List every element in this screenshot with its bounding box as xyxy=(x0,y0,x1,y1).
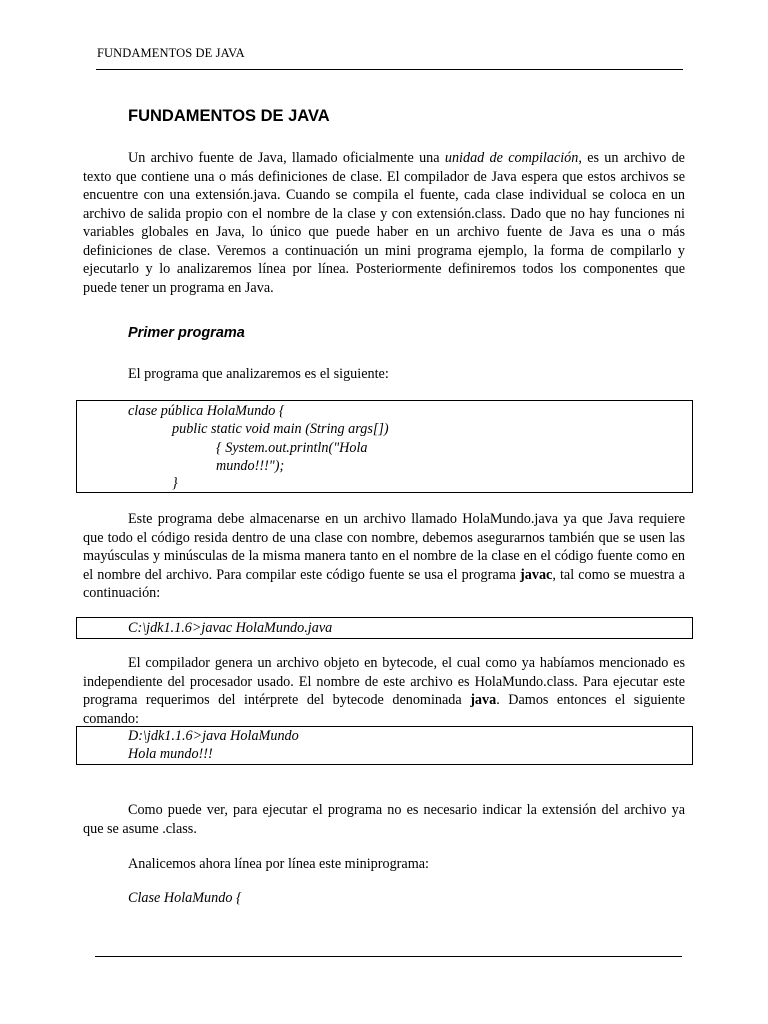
compiler-text-end: . Damos entonces el siguiente comando: xyxy=(83,692,685,727)
code-line: { System.out.println("Hola xyxy=(216,440,368,456)
code-block-compile xyxy=(76,617,693,639)
code-line: } xyxy=(172,475,178,491)
intro-text-end: , es un archivo de texto que contiene una o más definiciones de clase. El compilador de Java espera que estos archivos se encuentre con una extensión.java. Cuando se compila el fuente, cada clase individual se coloca en un archivo de salida propio con el nombre de la clase y con extensión.class. Dado que no hay funciones ni variables globales en Java, lo único que puede haber en un archivo fuente de Java es una o más definiciones de clase. Veremos a continuación un mini programa ejemplo, la forma de compilarlo y ejecutarlo y lo analizaremos línea por línea. Posteriormente definiremos todos los componentes que puede tener un programa en Java. xyxy=(83,150,685,296)
storage-text-end: , tal como se muestra a continuación: xyxy=(83,566,685,601)
code-line: clase pública HolaMundo { xyxy=(128,403,285,419)
extension-paragraph xyxy=(83,801,685,838)
storage-paragraph xyxy=(83,510,685,603)
intro-emphasis: unidad de compilación xyxy=(444,150,579,166)
code-line: public static void main (String args[]) xyxy=(172,421,389,437)
code-line: D:\jdk1.1.6>java HolaMundo xyxy=(128,728,299,744)
program-intro: El programa que analizaremos es el siguiente: xyxy=(128,366,389,382)
code-line: Hola mundo!!! xyxy=(128,746,213,762)
compiler-paragraph xyxy=(83,654,685,728)
code-line: mundo!!!"); xyxy=(216,458,285,474)
page-title: FUNDAMENTOS DE JAVA xyxy=(128,107,330,125)
extension-text: Como puede ver, para ejecutar el programa no es necesario indicar la extensión del archivo ya que se asume .class. xyxy=(83,802,685,837)
code-block-program xyxy=(76,400,693,493)
footer-rule xyxy=(95,956,682,957)
analysis-intro: Analicemos ahora línea por línea este miniprograma: xyxy=(128,856,429,872)
code-line-final: Clase HolaMundo { xyxy=(128,890,242,906)
compiler-text-start: El compilador genera un archivo objeto en bytecode, el cual como ya habíamos mencionado es independiente del procesador usado. El nombre de este archivo es HolaMundo.class. Para ejecutar este programa requerimos del intérprete del bytecode denominada xyxy=(83,655,685,708)
java-term: java xyxy=(470,692,497,708)
code-block-run xyxy=(76,726,693,765)
header-rule xyxy=(96,69,683,70)
intro-paragraph xyxy=(83,149,685,297)
section-heading: Primer programa xyxy=(128,325,245,341)
javac-term: javac xyxy=(520,566,553,583)
storage-text-start: Este programa debe almacenarse en un archivo llamado HolaMundo.java ya que Java requiere que todo el código resida dentro de una clase con nombre, debemos asegurarnos también que se usen las mayúsculas y minúsculas de la misma manera tanto en el nombre de la clase en el código fuente como en el nombre del archivo. Para compilar este código fuente se usa el programa xyxy=(83,511,685,583)
running-header: FUNDAMENTOS DE JAVA xyxy=(97,46,245,60)
intro-text-start: Un archivo fuente de Java, llamado oficialmente una xyxy=(128,150,445,166)
code-line: C:\jdk1.1.6>javac HolaMundo.java xyxy=(128,620,333,636)
